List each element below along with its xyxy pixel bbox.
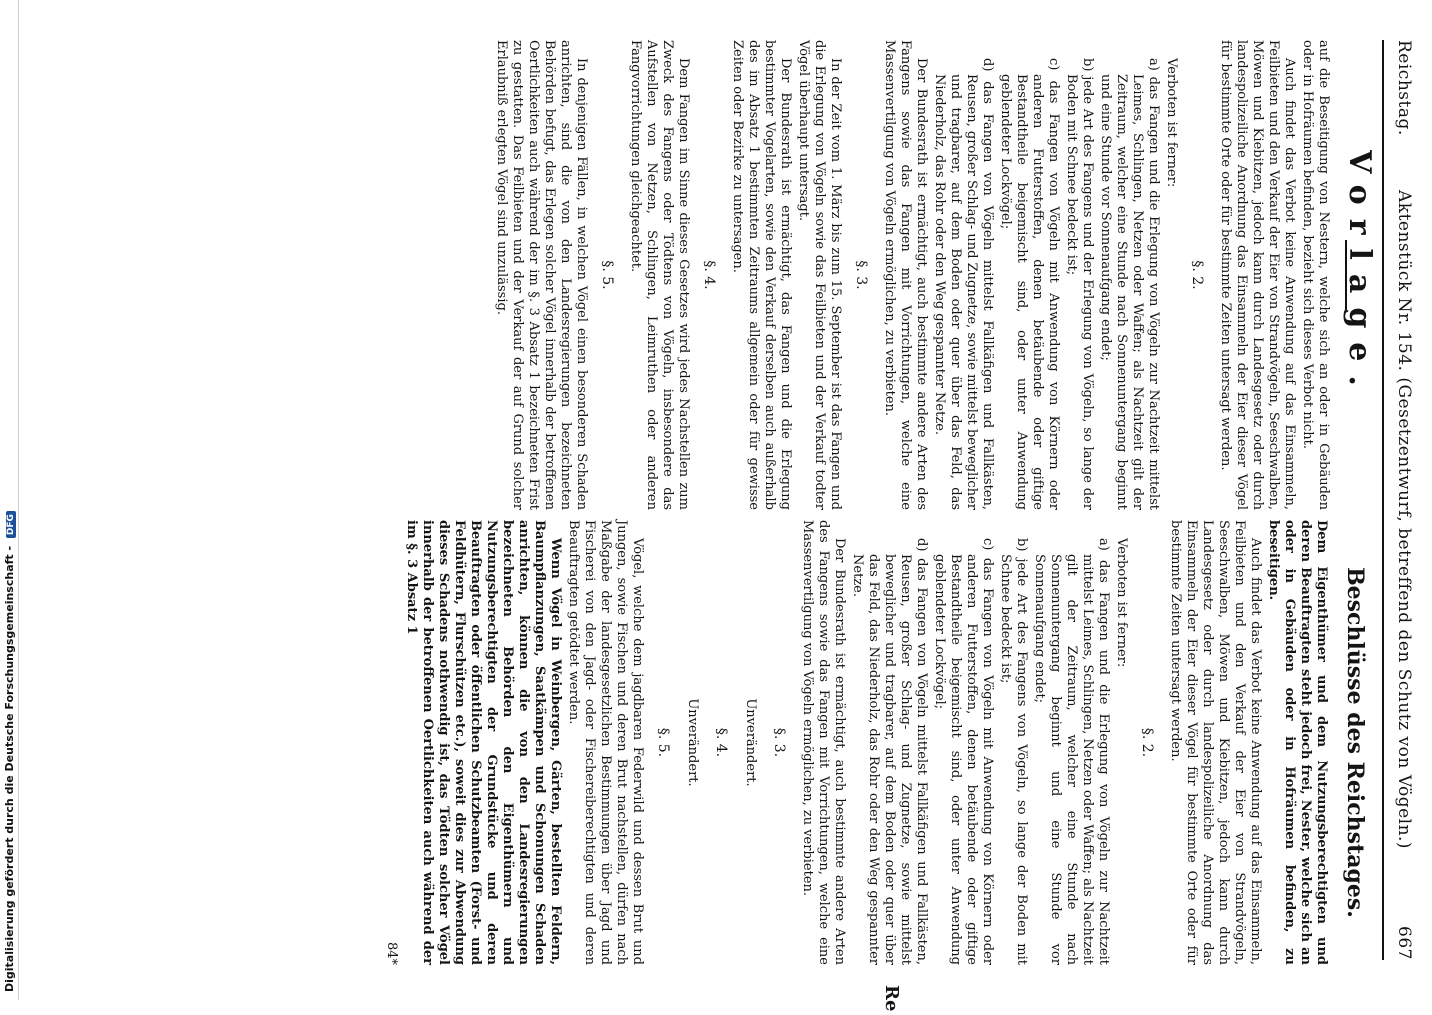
paragraph [1265,520,1329,965]
list-item: c) das Fangen von Vögeln mit Anwendung von Körnern oder anderen Futterstoffen, denen betäubende oder giftige Bestandtheile beigemischt sind, oder unter Anwendung geblendeter Lockvögel; [998,58,1061,510]
unchanged-note: Unverändert. [685,698,700,787]
header-rule [1382,40,1384,960]
paragraph: Der Bundesrath ist ermächtigt, auch bestimmte andere Arten des Fangens sowie das Fangen mit Vorrichtungen, welche eine Massenvertilgung von Vögeln ermöglichen, zu verbieten. [882,40,929,510]
column-beschluesse [383,520,1377,965]
section-heading: §. 3. [771,727,787,758]
unchanged-note: Unverändert. [743,698,758,787]
paragraph: In denjenigen Fällen, in welchen Vögel einen besonderen Schaden anrichten, sind die von den Landesregierungen bezeichneten Behörden befugt, das Erlegen solcher Vögel innerhalb der betroffenen Oertlichkeiten auch während der im §. 3 Absatz 1 bezeichneten Frist zu gestatten. Das Feilbieten und der Verkauf der auf Grund solcher Erlaubniß erlegten Vögel sind unzulässig. [494,40,589,510]
header-title: Aktenstück Nr. 154. (Gesetzentwurf, betreffend den Schutz von Vögeln.) [1394,190,1414,850]
paragraph: Auch findet das Verbot keine Anwendung auf das Einsammeln, Feilbieten und den Verkauf der Eier von Strandvögeln, Seeschwalben, Möwen und Kiebitzen, jedoch kann durch Landesgesetz oder durch landespolizeiliche Anordnung das Einsammeln der Eier dieser Vögel für bestimmte Orte oder für bestimmte Zeiten untersagt werden. [1218,40,1297,510]
paragraph: Dem Fangen im Sinne dieses Gesetzes wird jedes Nachstellen zum Zweck des Fangens oder Tödtens von Vögeln, insbesondere das Aufstellen von Netzen, Schlingen, Leimruthen oder anderen Fangvorrichtungen gleichgeachtet. [628,40,691,510]
list-item: a) das Fangen und die Erlegung von Vögeln zur Nachtzeit mittelst Leimes, Schlingen, Netzen oder Waffen; als Nachtzeit gilt der Zeitraum, welcher eine Stunde nach Sonnenuntergang beginnt und eine Stunde vor Sonnenaufgang endet; [1098,58,1161,510]
paragraph: Vögel, welche dem jagdbaren Federwild und dessen Brut und Jungen, sowie Fischen und deren Brut nachstellen, dürfen nach Maßgabe der landesgesetzlichen Bestimmungen über Jagd und Fischerei von den Jagd- oder Fischereiberechtigten und deren Beauftragten getödtet werden. [566,520,645,965]
section-heading: §. 4. [713,727,729,758]
catchword: 84* [384,941,399,965]
paragraph: Verboten ist ferner: [1164,58,1179,188]
digitization-credit-strip [0,0,19,1000]
section-heading: §. 4. [701,260,717,290]
document-page [22,0,1422,1012]
section-heading: §. 3. [853,260,869,290]
page-number: 667 [1394,926,1414,960]
digitization-credit: Digitalisierung gefördert durch die Deutsche Forschungsgemeinschaft - DFG [3,511,16,992]
paragraph: Der Bundesrath ist ermächtigt, das Fangen und die Erlegung bestimmter Vogelarten, sowie den Verkauf derselben auch außerhalb des im Absatz 1 bestimmten Zeitraums allgemein oder für gewisse Zeiten oder Bezirke zu untersagen. [730,40,793,510]
list-item: c) das Fangen von Vögeln mit Anwendung von Körnern oder anderen Futterstoffen, denen betäubende oder giftige Bestandtheile beigemischt sind, oder unter Anwendung geblendeter Lockvögel; [932,538,995,965]
column-heading-vorlage: Vorlage. [1342,150,1377,400]
column-heading-beschluesse: Beschlüsse des Reichstages. [1342,567,1368,918]
list-item: d) das Fangen von Vögeln mittelst Fallkäfigen und Fallkästen, Reusen, großer Schlag- und Zugnetze, sowie mittelst beweglicher und tragbarer, auf dem Boden oder quer über das Feld, das Niederholz, das Rohr oder den Weg gespannter Netze. [932,58,995,510]
section-heading: §. 2. [1189,260,1205,290]
paragraph: Verboten ist ferner: [1114,538,1129,668]
paragraph: In der Zeit vom 1. März bis zum 15. September ist das Fangen und die Erlegung von Vögeln sowie das Feilbieten und der Verkauf todter Vögel überhaupt untersagt. [796,40,843,510]
section-heading: §. 2. [1139,727,1155,758]
paragraph-emphasized: Wenn Vögel in Weinbergen, Gärten, bestellten Feldern, Baumpflanzungen, Saatkämpen und Schonungen Schaden anrichten, können die von den Landesregierungen bezeichneten Behörden den Eigenthümern und Nutzungsberechtigten der Grundstücke und deren Beauftragten oder öffentlichen Schutzbeamten (Forst- und Feldhütern, Flurschützen etc.), soweit dies zur Abwendung dieses Schadens nothwendig ist, das Tödten solcher Vögel innerhalb der betroffenen Oertlichkeiten auch während der im §. 3 Absatz 1 [404,520,563,965]
header-left: Reichstag. [1394,40,1414,136]
margin-fragment: Re [881,985,902,1012]
paragraph: Der Bundesrath ist ermächtigt, auch bestimmte andere Arten des Fangens sowie das Fangen mit Vorrichtungen, welche eine Massenvertilgung von Vögeln ermöglichen, zu verbieten. [800,520,847,965]
emphasized-text: Dem Eigenthümer und dem Nutzungsberechtigten und deren Beauftragten steht jedoch frei, Nester, welche sich an oder in Gebäuden oder in Hofräumen befinden, zu beseitigen. [1266,520,1329,965]
running-header [1384,40,1414,960]
list-item: b) jede Art des Fangens und der Erlegung von Vögeln, so lange der Boden mit Schnee bedeckt ist; [1064,58,1095,510]
paragraph: Auch findet das Verbot keine Anwendung auf das Einsammeln, Feilbieten und den Verkauf der Eier von Strandvögeln, Seeschwalben, Möwen und Kiebitzen, jedoch kann durch Landesgesetz oder durch landespolizeiliche Anordnung das Einsammeln der Eier dieser Vögel für bestimmte Orte oder für bestimmte Zeiten untersagt werden. [1168,520,1263,965]
list-item: a) das Fangen und die Erlegung von Vögeln zur Nachtzeit mittelst Leimes, Schlingen, Netzen oder Waffen; als Nachtzeit gilt der Zeitraum, welcher eine Stunde nach Sonnenuntergang beginnt und eine Stunde vor Sonnenaufgang endet; [1032,538,1111,965]
section-heading: §. 5. [655,727,671,758]
section-heading: §. 5. [599,260,615,290]
column-vorlage [491,40,1377,510]
list-item: b) jede Art des Fangens von Vögeln, so lange der Boden mit Schnee bedeckt ist; [998,538,1029,965]
list-item: d) das Fangen von Vögeln mittelst Fallkäfigen und Fallkästen, Reusen, großer Schlag- und Zugnetze, sowie mittelst beweglicher und tragbarer, auf dem Boden oder quer über das Feld, das Niederholz, das Rohr oder den Weg gespannter Netze. [850,538,929,965]
dfg-logo-icon: DFG [6,511,16,538]
paragraph: auf die Beseitigung von Nestern, welche sich an oder in Gebäuden oder in Hofräumen befinden, bezieht sich dieses Verbot nicht. [1300,40,1331,510]
